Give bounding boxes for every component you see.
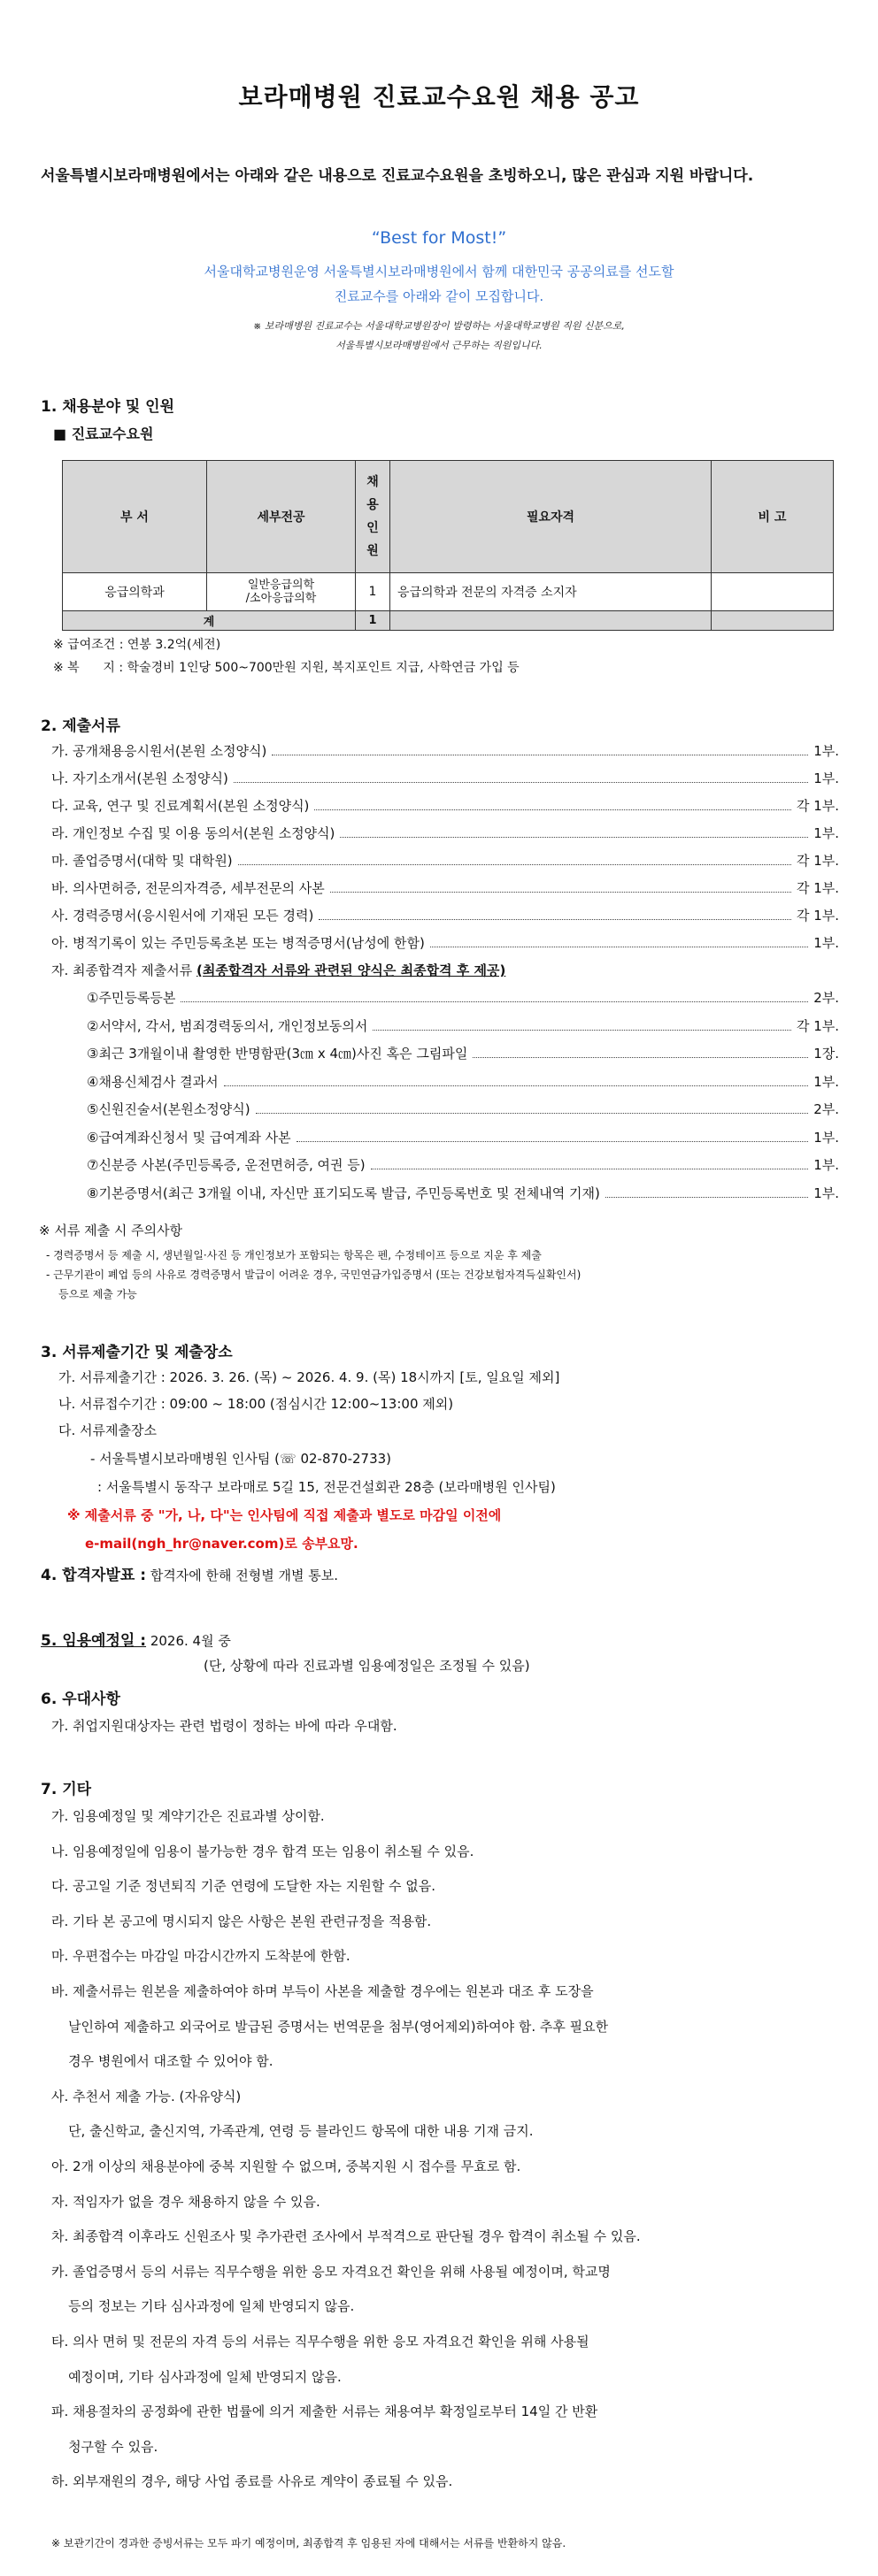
etc-line: 차. 최종합격 이후라도 신원조사 및 추가관련 조사에서 부적격으로 판단될 경우 합격이 취소될 수 있음. <box>51 2228 641 2245</box>
headcount-header: 채 용 인 원 <box>366 475 379 558</box>
doc-item-count: 1부. <box>813 770 839 786</box>
doc-item-count: 각 1부. <box>796 798 839 814</box>
final-doc-item-label: ②서약서, 각서, 범죄경력동의서, 개인정보동의서 <box>87 1017 368 1034</box>
doc-item <box>51 906 839 924</box>
recruit-table <box>62 460 834 631</box>
dot-leader <box>256 1113 809 1114</box>
section-1-sub: ■ 진료교수요원 <box>53 426 154 442</box>
doc-item-count: 1부. <box>813 825 839 841</box>
cell-headcount: 1 <box>356 573 390 611</box>
specialty-text: 일반응급의학 /소아응급의학 <box>245 579 317 605</box>
cell-dept: 응급의학과 <box>63 573 207 611</box>
salary-line: ※ 급여조건 : 연봉 3.2억(세전) <box>53 638 221 652</box>
etc-line: 라. 기타 본 공고에 명시되지 않은 사항은 본원 관련규정을 적용함. <box>51 1913 432 1929</box>
final-doc-item-count: 1부. <box>813 1184 839 1201</box>
doc-item-count: 1부. <box>813 743 839 759</box>
doc-item-label: 마. 졸업증명서(대학 및 대학원) <box>51 853 233 869</box>
invite-line-2: 진료교수를 아래와 같이 모집합니다. <box>334 288 544 304</box>
doc-item <box>51 933 839 952</box>
final-doc-item-label: ⑦신분증 사본(주민등록증, 운전면허증, 여권 등) <box>87 1157 366 1173</box>
cell-note <box>712 573 834 611</box>
etc-line: 하. 외부재원의 경우, 해당 사업 종료를 사유로 계약이 종료될 수 있음. <box>51 2473 453 2490</box>
final-doc-item <box>87 1100 839 1118</box>
final-doc-item-label: ⑤신원진술서(본원소정양식) <box>87 1101 250 1117</box>
dot-leader <box>340 837 808 838</box>
section-4 <box>41 1562 338 1584</box>
total-value: 1 <box>356 611 390 631</box>
submit-place-heading: 다. 서류제출장소 <box>58 1422 157 1438</box>
section-5-heading: 5. 임용예정일 : <box>41 1632 147 1650</box>
section-5-sub: (단, 상황에 따라 진료과별 임용예정일은 조정될 수 있음) <box>204 1658 530 1674</box>
section-1-heading: 1. 채용분야 및 인원 <box>41 398 174 416</box>
final-doc-item-count: 1장. <box>813 1046 839 1062</box>
doc-item-label: 다. 교육, 연구 및 진료계획서(본원 소정양식) <box>51 798 310 814</box>
etc-line: 바. 제출서류는 원본을 제출하여야 하며 부득이 사본을 제출할 경우에는 원본과 대조 후 도장을 <box>51 1983 594 1999</box>
etc-line: 카. 졸업증명서 등의 서류는 직무수행을 위한 응모 자격요건 확인을 위해 사용될 예정이며, 학교명 <box>51 2263 611 2280</box>
doc-item-label: 라. 개인정보 수집 및 이용 동의서(본원 소정양식) <box>51 825 335 841</box>
etc-line: 경우 병원에서 대조할 수 있어야 함. <box>51 2053 273 2070</box>
dot-leader <box>605 1197 808 1198</box>
dot-leader <box>330 892 791 893</box>
final-doc-item-count: 1부. <box>813 1157 839 1173</box>
section-6-text: 가. 취업지원대상자는 관련 법령이 정하는 바에 따라 우대함. <box>51 1718 397 1734</box>
invite-line-1: 서울대학교병원운영 서울특별시보라매병원에서 함께 대한민국 공공의료를 선도할 <box>204 264 674 280</box>
etc-line: 가. 임용예정일 및 계약기간은 진료과별 상이함. <box>51 1808 325 1824</box>
dot-leader <box>238 864 791 865</box>
total-empty-2 <box>712 611 834 631</box>
cell-qualification: 응급의학과 전문의 자격증 소지자 <box>390 573 712 611</box>
etc-line: 사. 추천서 제출 가능. (자유양식) <box>51 2088 242 2104</box>
dot-leader <box>234 782 808 783</box>
final-doc-item-count: 2부. <box>813 990 839 1006</box>
doc-item <box>51 878 839 897</box>
doc-item <box>51 741 839 760</box>
doc-item-count: 1부. <box>813 935 839 951</box>
final-doc-item-count: 1부. <box>813 1129 839 1146</box>
etc-line: 예정이며, 기타 심사과정에 일체 반영되지 않음. <box>51 2368 342 2385</box>
dot-leader <box>181 1001 808 1002</box>
section-4-text: 합격자에 한해 전형별 개별 통보. <box>146 1568 339 1583</box>
etc-line: 타. 의사 면허 및 전문의 자격 등의 서류는 직무수행을 위한 응모 자격요건 확인을 위해 사용될 <box>51 2334 589 2350</box>
receive-hours: 나. 서류접수기간 : 09:00 ~ 18:00 (점심시간 12:00~13:00 제외) <box>58 1396 454 1412</box>
final-doc-item-label: ③최근 3개월이내 촬영한 반명함판(3㎝ x 4㎝)사진 혹은 그림파일 <box>87 1046 468 1062</box>
etc-line: 아. 2개 이상의 채용분야에 중복 지원할 수 없으며, 중복지원 시 접수를 무효로 함. <box>51 2158 521 2174</box>
dot-leader <box>319 919 791 920</box>
etc-line: 다. 공고일 기준 정년퇴직 기준 연령에 도달한 자는 지원할 수 없음. <box>51 1878 435 1895</box>
status-note-2: 서울특별시보라매병원에서 근무하는 직원입니다. <box>335 340 543 351</box>
etc-line: 나. 임용예정일에 임용이 불가능한 경우 합격 또는 임용이 취소될 수 있음. <box>51 1843 474 1859</box>
etc-line: 자. 적임자가 없을 경우 채용하지 않을 수 있음. <box>51 2193 320 2210</box>
section-7-heading: 7. 기타 <box>41 1781 92 1798</box>
dot-leader <box>224 1085 809 1086</box>
etc-line: 마. 우편접수는 마감일 마감시간까지 도착분에 한함. <box>51 1948 350 1965</box>
col-qualification: 필요자격 <box>390 461 712 573</box>
dot-leader <box>314 809 791 810</box>
final-docs-note: (최종합격자 서류와 관련된 양식은 최종합격 후 제공) <box>196 962 506 978</box>
dot-leader <box>473 1057 808 1058</box>
final-doc-item-label: ①주민등록등본 <box>87 990 176 1006</box>
doc-item-count: 각 1부. <box>796 880 839 896</box>
final-doc-item <box>87 1128 839 1146</box>
etc-line: 날인하여 제출하고 외국어로 발급된 증명서는 번역문을 첨부(영어제외)하여야 함. 추후 필요한 <box>51 2018 609 2035</box>
table-row <box>63 573 834 611</box>
col-headcount <box>356 461 390 573</box>
final-doc-item <box>87 1016 839 1035</box>
etc-line: 등의 정보는 기타 심사과정에 일체 반영되지 않음. <box>51 2298 355 2315</box>
benefit-line: ※ 복 지 : 학술경비 1인당 500~700만원 지원, 복지포인트 지급, 사학연금 가입 등 <box>53 661 520 675</box>
col-dept: 부 서 <box>63 461 207 573</box>
total-label: 계 <box>63 611 356 631</box>
doc-item-label: 아. 병적기록이 있는 주민등록초본 또는 병적증명서(남성에 한함) <box>51 935 425 951</box>
submit-place-team: - 서울특별시보라매병원 인사팀 (☏ 02-870-2733) <box>90 1451 392 1467</box>
table-total-row <box>63 611 834 631</box>
table-header-row <box>63 461 834 573</box>
submit-period: 가. 서류제출기간 : 2026. 3. 26. (목) ~ 2026. 4. 9. (목) 18시까지 [토, 일요일 제외] <box>58 1369 560 1385</box>
col-note: 비 고 <box>712 461 834 573</box>
section-6-heading: 6. 우대사항 <box>41 1690 120 1708</box>
col-specialty: 세부전공 <box>207 461 356 573</box>
dot-leader <box>297 1141 809 1142</box>
dot-leader <box>373 1030 791 1031</box>
doc-item-label: 가. 공개채용응시원서(본원 소정양식) <box>51 743 267 759</box>
etc-line: 청구할 수 있음. <box>51 2438 158 2455</box>
final-doc-item <box>87 1184 839 1202</box>
final-doc-item-label: ⑥급여계좌신청서 및 급여계좌 사본 <box>87 1129 291 1146</box>
intro-text: 서울특별시보라매병원에서는 아래와 같은 내용으로 진료교수요원을 초빙하오니, 많은 관심과 지원 바랍니다. <box>41 167 754 185</box>
section-4-heading: 4. 합격자발표 : <box>41 1567 147 1584</box>
doc-item <box>51 851 839 870</box>
section-5-text: 2026. 4월 중 <box>146 1633 231 1649</box>
etc-line: 단, 출신학교, 출신지역, 가족관계, 연령 등 블라인드 항목에 대한 내용 기재 금지. <box>51 2123 534 2140</box>
section-2-heading: 2. 제출서류 <box>41 717 120 735</box>
doc-item <box>51 796 839 815</box>
slogan: “Best for Most!” <box>371 228 507 248</box>
status-note-1: ※ 보라매병원 진료교수는 서울대학교병원장이 발령하는 서울대학교병원 직원 신분으로, <box>253 320 625 332</box>
etc-line: 파. 채용절차의 공정화에 관한 법률에 의거 제출한 서류는 채용여부 확정일로부터 14일 간 반환 <box>51 2404 598 2420</box>
doc-item-label: 바. 의사면허증, 전문의자격증, 세부전문의 사본 <box>51 880 325 896</box>
caution-2: - 근무기관이 폐업 등의 사유로 경력증명서 발급이 어려운 경우, 국민연금가입증명서 (또는 건강보험자격득실확인서) <box>46 1269 581 1281</box>
final-doc-item <box>87 1072 839 1091</box>
final-doc-item-label: ⑧기본증명서(최근 3개월 이내, 자신만 표기되도록 발급, 주민등록번호 및 전체내역 기재) <box>87 1184 600 1201</box>
final-doc-item-count: 1부. <box>813 1073 839 1090</box>
caution-heading: ※ 서류 제출 시 주의사항 <box>39 1223 183 1238</box>
final-doc-item <box>87 1155 839 1174</box>
doc-item-label: 나. 자기소개서(본원 소정양식) <box>51 770 228 786</box>
cell-specialty <box>207 573 356 611</box>
final-doc-item <box>87 988 839 1007</box>
storage-footnote: ※ 보관기간이 경과한 증빙서류는 모두 파기 예정이며, 최종합격 후 임용된 자에 대해서는 서류를 반환하지 않음. <box>51 2537 566 2549</box>
doc-item-label: 사. 경력증명서(응시원서에 기재된 모든 경력) <box>51 908 314 924</box>
doc-item <box>51 769 839 787</box>
page-title: 보라매병원 진료교수요원 채용 공고 <box>238 82 640 111</box>
doc-item-count: 각 1부. <box>796 853 839 869</box>
doc-item-count: 각 1부. <box>796 908 839 924</box>
final-docs-heading <box>51 961 839 979</box>
caution-3: 등으로 제출 가능 <box>58 1288 137 1300</box>
final-doc-item-count: 각 1부. <box>796 1017 839 1034</box>
email-notice-1: ※ 제출서류 중 "가, 나, 다"는 인사팀에 직접 제출과 별도로 마감일 이전에 <box>67 1507 502 1523</box>
final-doc-item-label: ④채용신체검사 결과서 <box>87 1073 219 1090</box>
email-notice-2: e-mail(ngh_hr@naver.com)로 송부요망. <box>85 1536 358 1552</box>
section-3-heading: 3. 서류제출기간 및 제출장소 <box>41 1344 233 1361</box>
final-doc-item <box>87 1044 839 1062</box>
section-5 <box>41 1628 231 1650</box>
final-doc-item-count: 2부. <box>813 1101 839 1117</box>
final-docs-prefix: 자. 최종합격자 제출서류 <box>51 962 196 978</box>
submit-place-address: : 서울특별시 동작구 보라매로 5길 15, 전문건설회관 28층 (보라매병원 인사팀) <box>97 1479 556 1495</box>
caution-1: - 경력증명서 등 제출 시, 생년월일·사진 등 개인정보가 포함되는 항목은 펜, 수정테이프 등으로 지운 후 제출 <box>46 1249 542 1261</box>
doc-item <box>51 824 839 842</box>
total-empty-1 <box>390 611 712 631</box>
